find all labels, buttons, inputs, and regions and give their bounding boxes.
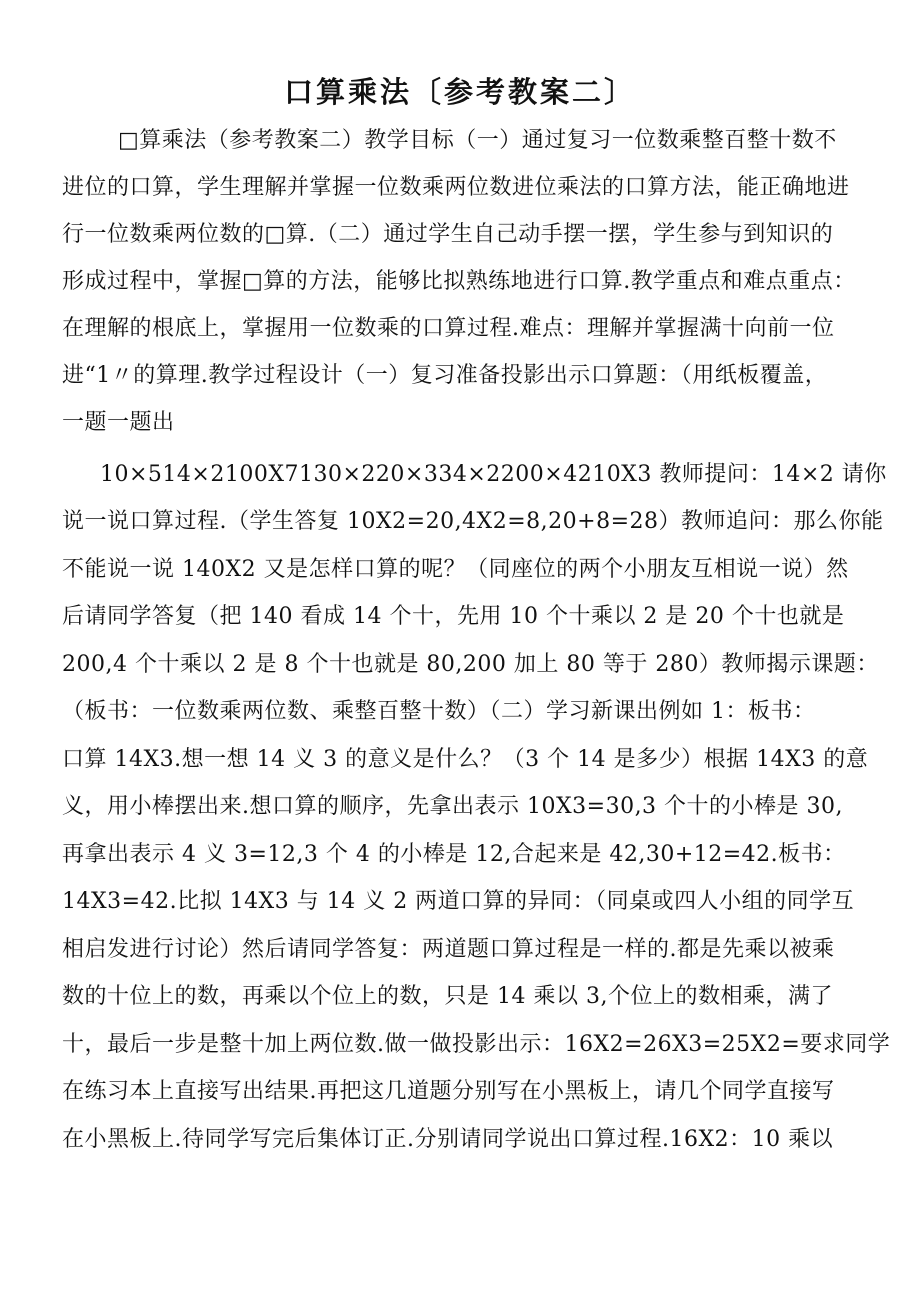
- paragraph-line: 数的十位上的数，再乘以个位上的数，只是 14 乘以 3,个位上的数相乘，满了: [62, 984, 833, 1009]
- paragraph-line: 一题一题出: [62, 410, 175, 435]
- document-title: 口算乘法〔参考教案二〕: [283, 75, 636, 109]
- paragraph-line: 行一位数乘两位数的□算.（二）通过学生自己动手摆一摆，学生参与到知识的: [62, 222, 834, 247]
- paragraph-line: 十，最后一步是整十加上两位数.做一做投影出示：16X2=26X3=25X2=要求同学: [62, 1032, 891, 1057]
- paragraph-line: 进位的口算，学生理解并掌握一位数乘两位数进位乘法的口算方法，能正确地进: [62, 175, 850, 200]
- paragraph-line: 再拿出表示 4 义 3=12,3 个 4 的小棒是 12,合起来是 42,30+12=42.板书：: [62, 842, 846, 867]
- paragraph-line: 说一说口算过程.（学生答复 10X2=20,4X2=8,20+8=28）教师追问：那么你能: [62, 509, 884, 534]
- paragraph-line: 形成过程中，掌握□算的方法，能够比拟熟练地进行口算.教学重点和难点重点：: [62, 269, 856, 294]
- paragraph-line: 14X3=42.比拟 14X3 与 14 义 2 两道口算的异同：（同桌或四人小组的同学互: [62, 889, 855, 914]
- paragraph-line: 口算 14X3.想一想 14 义 3 的意义是什么？（3 个 14 是多少）根据 14X3 的意: [62, 747, 869, 772]
- paragraph-line: 200,4 个十乘以 2 是 8 个十也就是 80,200 加上 80 等于 280）教师揭示课题：: [62, 652, 879, 677]
- paragraph-line: 相启发进行讨论）然后请同学答复：两道题口算过程是一样的.都是先乘以被乘: [62, 937, 835, 962]
- paragraph-line: □算乘法（参考教案二）教学目标（一）通过复习一位数乘整百整十数不: [118, 128, 837, 153]
- paragraph-line: 在小黑板上.待同学写完后集体订正.分别请同学说出口算过程.16X2：10 乘以: [62, 1127, 834, 1152]
- paragraph-line: 在练习本上直接写出结果.再把这几道题分别写在小黑板上，请几个同学直接写: [62, 1079, 835, 1104]
- paragraph-line: （板书：一位数乘两位数、乘整百整十数）（二）学习新课出例如 1：板书：: [62, 699, 816, 724]
- paragraph-line: 义，用小棒摆出来.想口算的顺序，先拿出表示 10X3=30,3 个十的小棒是 30,: [62, 794, 844, 819]
- paragraph-line: 10×514×2100X7130×220×334×2200×4210X3 教师提问：14×2 请你: [100, 462, 887, 487]
- paragraph-line: 后请同学答复（把 140 看成 14 个十，先用 10 个十乘以 2 是 20 个十也就是: [62, 604, 845, 629]
- paragraph-line: 在理解的根底上，掌握用一位数乘的口算过程.难点：理解并掌握满十向前一位: [62, 316, 835, 341]
- paragraph-line: 进“1〃的算理.教学过程设计（一）复习准备投影出示口算题：（用纸板覆盖，: [62, 363, 828, 388]
- paragraph-line: 不能说一说 140X2 又是怎样口算的呢？（同座位的两个小朋友互相说一说）然: [62, 557, 849, 582]
